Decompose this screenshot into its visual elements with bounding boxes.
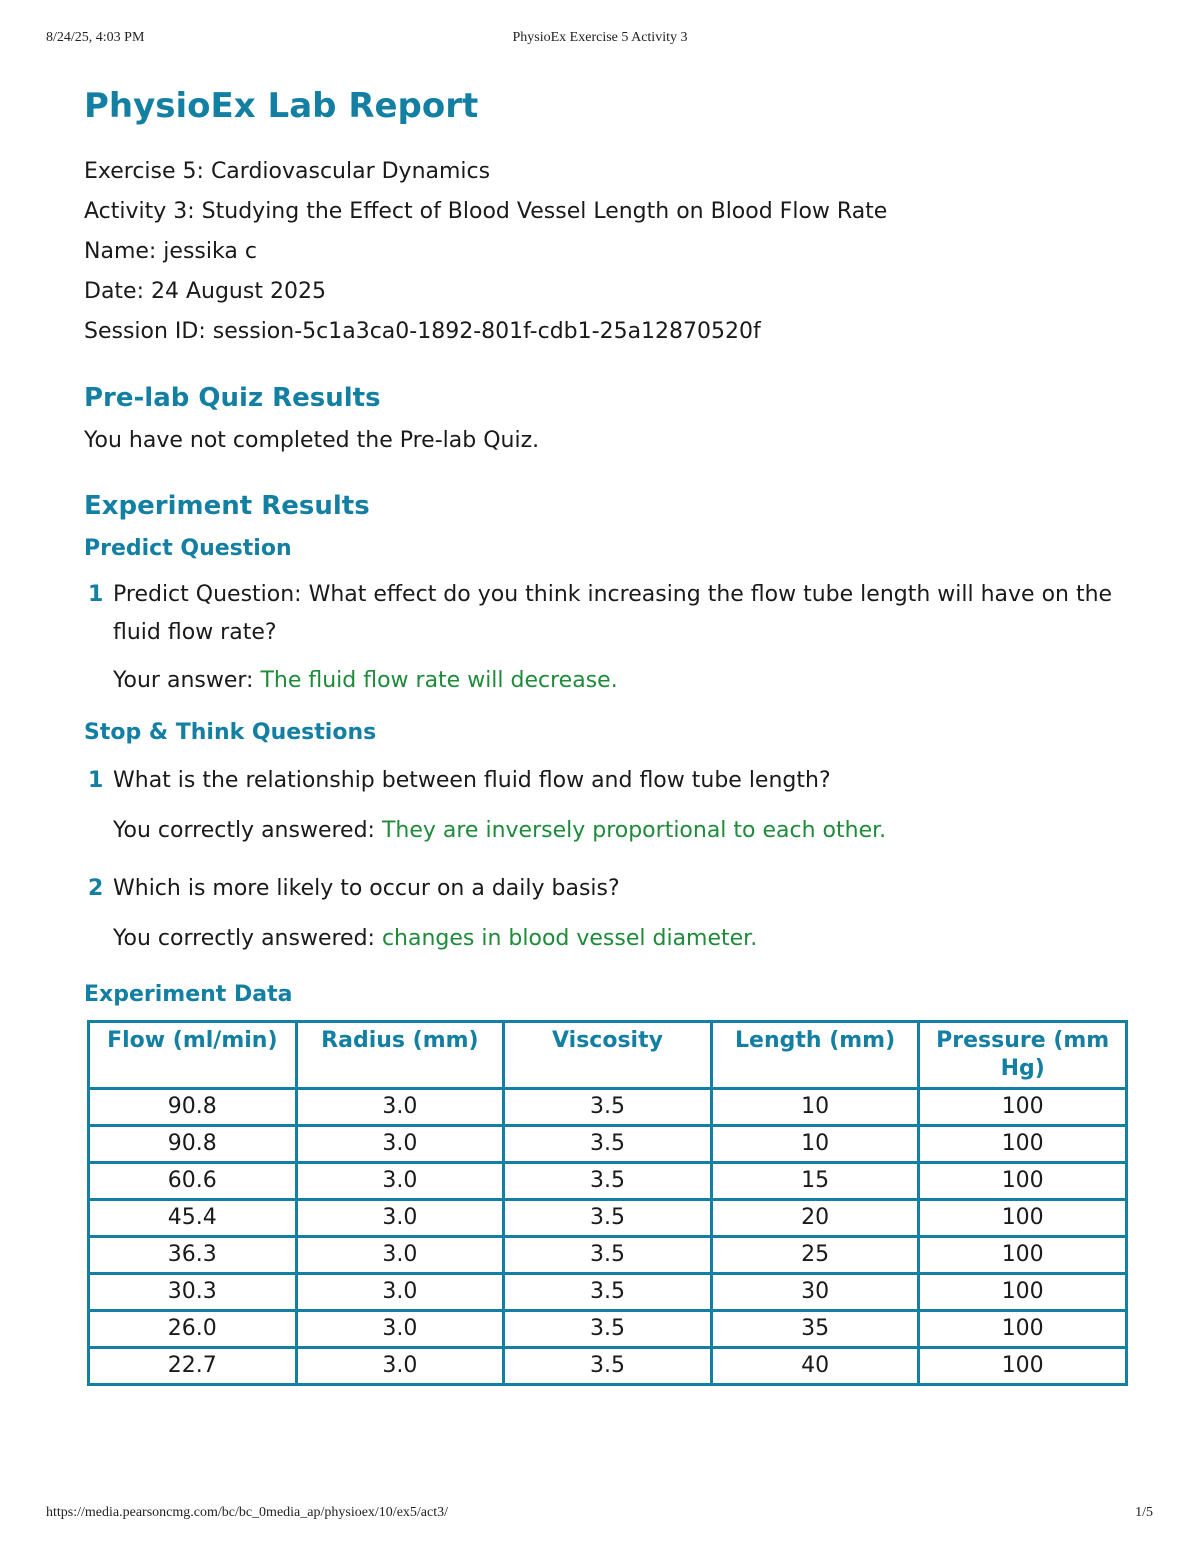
table-row <box>89 1126 1127 1163</box>
table-cell: 90.8 <box>89 1126 297 1163</box>
table-cell: 3.5 <box>504 1200 712 1237</box>
predict-question <box>84 576 1144 652</box>
lab-report <box>84 80 1144 1386</box>
table-cell: 3.0 <box>296 1348 504 1385</box>
table-row <box>89 1311 1127 1348</box>
answer-label: Your answer: <box>113 668 261 693</box>
table-cell: 35 <box>711 1311 919 1348</box>
print-header <box>0 30 1200 50</box>
table-cell: 3.0 <box>296 1237 504 1274</box>
answer-text: The fluid flow rate will decrease. <box>260 668 618 693</box>
table-cell: 25 <box>711 1237 919 1274</box>
stop-think-answer <box>84 814 1144 848</box>
report-title: PhysioEx Lab Report <box>84 86 479 126</box>
table-cell: 100 <box>919 1163 1127 1200</box>
table-cell: 3.5 <box>504 1089 712 1126</box>
table-row <box>89 1237 1127 1274</box>
question-text: What is the relationship between fluid flow and flow tube length? <box>113 768 831 793</box>
table-cell: 30.3 <box>89 1274 297 1311</box>
table-cell: 100 <box>919 1348 1127 1385</box>
column-header: Radius (mm) <box>296 1022 504 1089</box>
question-text: Predict Question: What effect do you think increasing the flow tube length will have on the fluid flow rate? <box>113 582 1113 645</box>
table-cell: 3.0 <box>296 1200 504 1237</box>
table-cell: 10 <box>711 1126 919 1163</box>
answer-text: They are inversely proportional to each other. <box>381 818 887 843</box>
experiment-results-heading: Experiment Results <box>84 491 370 521</box>
table-cell: 100 <box>919 1237 1127 1274</box>
table-row <box>89 1200 1127 1237</box>
stop-think-question <box>84 762 1144 800</box>
table-cell: 20 <box>711 1200 919 1237</box>
print-datetime: 8/24/25, 4:03 PM <box>46 30 145 45</box>
table-header-row <box>89 1022 1127 1089</box>
table-cell: 100 <box>919 1311 1127 1348</box>
question-number: 1 <box>88 582 104 607</box>
prelab-text: You have not completed the Pre-lab Quiz. <box>84 428 540 453</box>
table-row <box>89 1089 1127 1126</box>
predict-answer <box>84 664 1144 698</box>
table-cell: 100 <box>919 1200 1127 1237</box>
exercise-line: Exercise 5: Cardiovascular Dynamics <box>84 159 491 184</box>
table-row <box>89 1163 1127 1200</box>
session-line: Session ID: session-5c1a3ca0-1892-801f-cdb1-25a12870520f <box>84 319 761 344</box>
table-cell: 15 <box>711 1163 919 1200</box>
table-cell: 100 <box>919 1274 1127 1311</box>
date-line: Date: 24 August 2025 <box>84 279 326 304</box>
experiment-data-table <box>87 1020 1128 1386</box>
table-cell: 60.6 <box>89 1163 297 1200</box>
table-cell: 22.7 <box>89 1348 297 1385</box>
predict-heading: Predict Question <box>84 536 292 561</box>
table-cell: 26.0 <box>89 1311 297 1348</box>
table-body <box>89 1089 1127 1385</box>
table-cell: 100 <box>919 1126 1127 1163</box>
column-header: Length (mm) <box>711 1022 919 1089</box>
table-cell: 3.5 <box>504 1348 712 1385</box>
table-cell: 3.5 <box>504 1311 712 1348</box>
print-url: https://media.pearsoncmg.com/bc/bc_0media_ap/physioex/10/ex5/act3/ <box>46 1505 449 1520</box>
question-number: 1 <box>88 768 104 793</box>
table-cell: 100 <box>919 1089 1127 1126</box>
table-cell: 10 <box>711 1089 919 1126</box>
report-meta <box>84 152 1144 352</box>
print-page-number: 1/5 <box>1135 1505 1153 1520</box>
table-cell: 3.5 <box>504 1163 712 1200</box>
table-cell: 3.5 <box>504 1274 712 1311</box>
print-footer <box>0 1505 1200 1525</box>
experiment-data-heading: Experiment Data <box>84 982 293 1007</box>
table-cell: 90.8 <box>89 1089 297 1126</box>
question-number: 2 <box>88 876 104 901</box>
table-cell: 3.0 <box>296 1163 504 1200</box>
answer-label: You correctly answered: <box>113 926 382 951</box>
table-row <box>89 1348 1127 1385</box>
name-line: Name: jessika c <box>84 239 257 264</box>
table-cell: 45.4 <box>89 1200 297 1237</box>
table-cell: 3.0 <box>296 1126 504 1163</box>
table-cell: 36.3 <box>89 1237 297 1274</box>
column-header: Viscosity <box>504 1022 712 1089</box>
activity-line: Activity 3: Studying the Effect of Blood Vessel Length on Blood Flow Rate <box>84 199 888 224</box>
table-cell: 3.5 <box>504 1237 712 1274</box>
table-cell: 30 <box>711 1274 919 1311</box>
print-doc-title: PhysioEx Exercise 5 Activity 3 <box>512 30 688 45</box>
table-cell: 40 <box>711 1348 919 1385</box>
table-cell: 3.0 <box>296 1311 504 1348</box>
column-header: Flow (ml/min) <box>89 1022 297 1089</box>
stop-think-heading: Stop & Think Questions <box>84 720 377 745</box>
table-cell: 3.0 <box>296 1089 504 1126</box>
table-row <box>89 1274 1127 1311</box>
question-text: Which is more likely to occur on a daily basis? <box>113 876 620 901</box>
stop-think-question <box>84 870 1144 908</box>
table-cell: 3.0 <box>296 1274 504 1311</box>
answer-label: You correctly answered: <box>113 818 382 843</box>
prelab-heading: Pre-lab Quiz Results <box>84 383 381 413</box>
stop-think-answer <box>84 922 1144 956</box>
table-cell: 3.5 <box>504 1126 712 1163</box>
answer-text: changes in blood vessel diameter. <box>381 926 758 951</box>
column-header: Pressure (mm Hg) <box>919 1022 1127 1089</box>
